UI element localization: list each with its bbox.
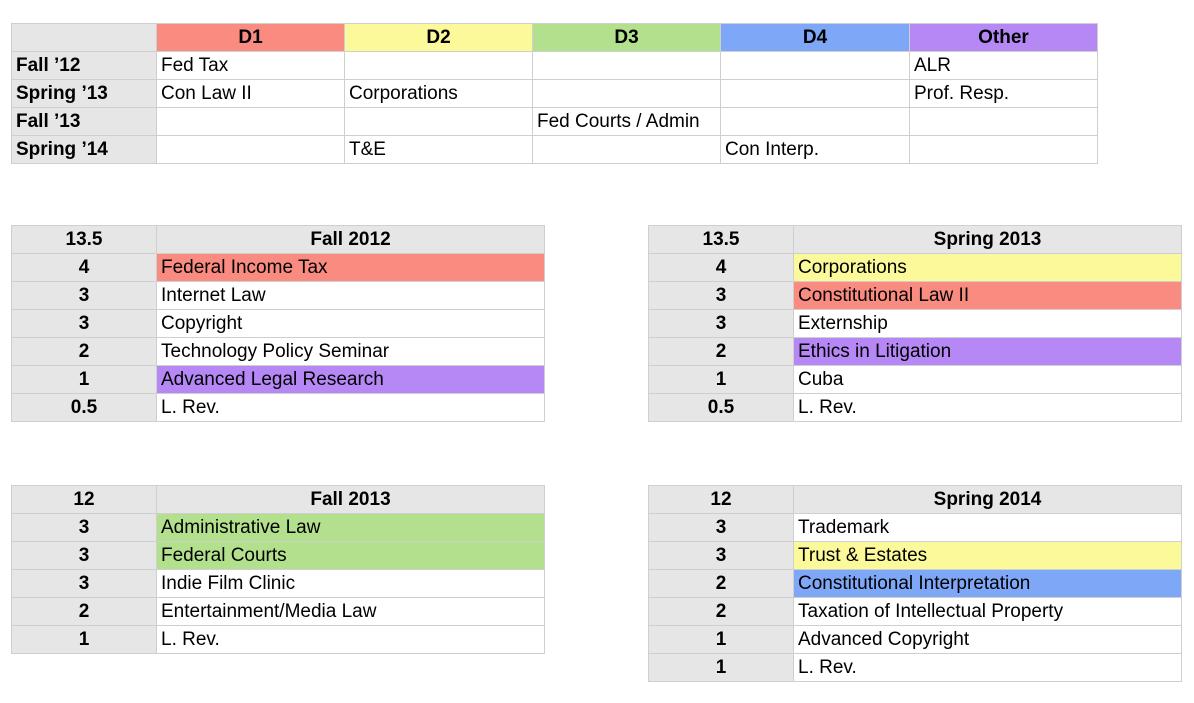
course-credits: 2 [649,598,794,626]
semester-table-fall-2013 [11,485,545,654]
total-credits: 13.5 [12,226,157,254]
course-credits: 2 [12,598,157,626]
course-name: Trust & Estates [794,542,1182,570]
course-row [12,254,545,282]
course-row [649,570,1182,598]
row-header-term: Fall ’13 [12,108,157,136]
course-name: L. Rev. [157,626,545,654]
course-row [649,542,1182,570]
total-credits: 13.5 [649,226,794,254]
table-row [12,80,1098,108]
table-cell [157,108,345,136]
table-cell [910,136,1098,164]
course-credits: 3 [649,310,794,338]
column-header-d4: D4 [721,24,910,52]
table-cell: T&E [345,136,533,164]
course-credits: 1 [12,626,157,654]
table-cell [533,80,721,108]
total-credits: 12 [12,486,157,514]
row-header-term: Fall ’12 [12,52,157,80]
course-name: L. Rev. [794,394,1182,422]
course-credits: 1 [649,626,794,654]
course-name: Taxation of Intellectual Property [794,598,1182,626]
course-name: Trademark [794,514,1182,542]
table-cell [721,52,910,80]
course-name: Cuba [794,366,1182,394]
semester-table-fall-2012 [11,225,545,422]
column-header-other: Other [910,24,1098,52]
course-credits: 3 [12,570,157,598]
course-row [12,626,545,654]
course-credits: 3 [649,542,794,570]
semester-title: Fall 2013 [157,486,545,514]
course-credits: 3 [12,282,157,310]
table-cell [157,136,345,164]
column-header-d3: D3 [533,24,721,52]
course-name: Advanced Legal Research [157,366,545,394]
course-name: Copyright [157,310,545,338]
overview-corner-cell [12,24,157,52]
overview-table [11,23,1098,164]
course-row [12,542,545,570]
course-name: L. Rev. [794,654,1182,682]
semester-table-spring-2014 [648,485,1182,682]
semester-header-row [12,486,545,514]
overview-header-row [12,24,1098,52]
column-header-d2: D2 [345,24,533,52]
table-row [12,108,1098,136]
course-name: Internet Law [157,282,545,310]
table-cell: Prof. Resp. [910,80,1098,108]
course-credits: 2 [649,570,794,598]
course-credits: 0.5 [649,394,794,422]
course-credits: 1 [649,654,794,682]
course-row [649,366,1182,394]
table-cell [910,108,1098,136]
course-row [649,282,1182,310]
course-row [12,598,545,626]
course-name: Constitutional Interpretation [794,570,1182,598]
semester-header-row [12,226,545,254]
semester-title: Spring 2013 [794,226,1182,254]
course-row [12,338,545,366]
table-cell [533,136,721,164]
course-row [649,254,1182,282]
course-credits: 4 [649,254,794,282]
course-credits: 3 [649,282,794,310]
course-row [649,310,1182,338]
course-row [12,282,545,310]
course-row [649,338,1182,366]
course-name: Federal Income Tax [157,254,545,282]
table-row [12,52,1098,80]
course-credits: 3 [12,514,157,542]
course-name: Externship [794,310,1182,338]
course-name: L. Rev. [157,394,545,422]
course-name: Technology Policy Seminar [157,338,545,366]
course-name: Constitutional Law II [794,282,1182,310]
table-cell [533,52,721,80]
row-header-term: Spring ’14 [12,136,157,164]
table-cell [721,108,910,136]
semester-title: Spring 2014 [794,486,1182,514]
course-credits: 4 [12,254,157,282]
table-cell [345,52,533,80]
semester-table-spring-2013 [648,225,1182,422]
table-row [12,136,1098,164]
table-cell [721,80,910,108]
row-header-term: Spring ’13 [12,80,157,108]
table-cell: Con Law II [157,80,345,108]
course-credits: 0.5 [12,394,157,422]
course-row [12,514,545,542]
course-row [649,654,1182,682]
table-cell [345,108,533,136]
table-cell: Fed Courts / Admin [533,108,721,136]
table-cell: Fed Tax [157,52,345,80]
course-credits: 1 [12,366,157,394]
course-row [649,514,1182,542]
course-row [12,394,545,422]
total-credits: 12 [649,486,794,514]
course-row [649,598,1182,626]
course-credits: 2 [12,338,157,366]
course-credits: 1 [649,366,794,394]
semester-header-row [649,226,1182,254]
semester-header-row [649,486,1182,514]
course-row [649,626,1182,654]
table-cell: Corporations [345,80,533,108]
course-row [12,366,545,394]
table-cell: Con Interp. [721,136,910,164]
table-cell: ALR [910,52,1098,80]
semester-title: Fall 2012 [157,226,545,254]
course-credits: 2 [649,338,794,366]
course-name: Ethics in Litigation [794,338,1182,366]
column-header-d1: D1 [157,24,345,52]
course-name: Advanced Copyright [794,626,1182,654]
course-row [12,310,545,338]
course-name: Entertainment/Media Law [157,598,545,626]
course-row [12,570,545,598]
course-name: Corporations [794,254,1182,282]
course-credits: 3 [12,542,157,570]
course-name: Indie Film Clinic [157,570,545,598]
course-credits: 3 [649,514,794,542]
course-row [649,394,1182,422]
course-name: Federal Courts [157,542,545,570]
course-name: Administrative Law [157,514,545,542]
course-credits: 3 [12,310,157,338]
